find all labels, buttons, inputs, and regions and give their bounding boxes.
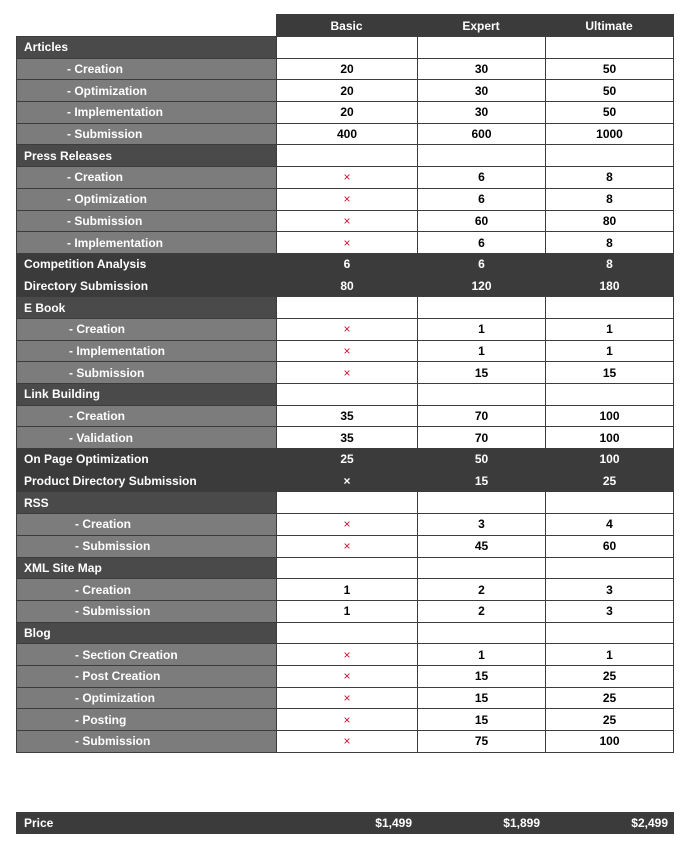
ultimate-value: 15 <box>546 362 674 384</box>
price-ultimate: $2,499 <box>546 813 674 834</box>
ultimate-value: 50 <box>546 80 674 102</box>
feature-label: Link Building <box>17 384 277 406</box>
ultimate-value: 1 <box>546 318 674 340</box>
table-row <box>17 58 674 80</box>
ultimate-value: 3 <box>546 600 674 622</box>
basic-value: × <box>277 514 418 536</box>
ultimate-value <box>546 384 674 406</box>
expert-value: 75 <box>418 731 546 753</box>
table-row <box>17 405 674 427</box>
basic-value: × <box>277 665 418 687</box>
expert-value: 30 <box>418 58 546 80</box>
feature-label: Blog <box>17 622 277 644</box>
table-row <box>17 600 674 622</box>
feature-label: XML Site Map <box>17 557 277 579</box>
price-label: Price <box>17 813 277 834</box>
ultimate-value: 60 <box>546 535 674 557</box>
expert-value: 15 <box>418 470 546 492</box>
basic-value: 400 <box>277 123 418 145</box>
table-row <box>17 362 674 384</box>
ultimate-value <box>546 492 674 514</box>
ultimate-value: 8 <box>546 167 674 189</box>
expert-value: 15 <box>418 687 546 709</box>
ultimate-value: 8 <box>546 232 674 254</box>
header-blank <box>16 15 276 37</box>
expert-value: 1 <box>418 318 546 340</box>
table-row <box>17 731 674 753</box>
basic-value: × <box>277 644 418 666</box>
feature-label: RSS <box>17 492 277 514</box>
expert-value <box>418 492 546 514</box>
ultimate-value: 8 <box>546 253 674 275</box>
feature-sublabel: - Optimization <box>17 80 277 102</box>
table-row <box>17 665 674 687</box>
feature-label: Directory Submission <box>17 275 277 297</box>
feature-label: On Page Optimization <box>17 449 277 471</box>
ultimate-value: 50 <box>546 58 674 80</box>
table-row <box>17 687 674 709</box>
basic-value: × <box>277 687 418 709</box>
feature-label: Articles <box>17 37 277 59</box>
header-ultimate: Ultimate <box>545 15 673 37</box>
basic-value: 1 <box>277 600 418 622</box>
basic-value: × <box>277 709 418 731</box>
basic-value: × <box>277 318 418 340</box>
basic-value <box>277 145 418 167</box>
ultimate-value <box>546 145 674 167</box>
header-basic: Basic <box>276 15 417 37</box>
basic-value: × <box>277 232 418 254</box>
basic-value <box>277 384 418 406</box>
feature-sublabel: - Post Creation <box>17 665 277 687</box>
table-row <box>17 253 674 275</box>
basic-value: × <box>277 188 418 210</box>
table-row <box>17 275 674 297</box>
table-row <box>17 644 674 666</box>
basic-value: 20 <box>277 102 418 124</box>
ultimate-value: 25 <box>546 665 674 687</box>
feature-sublabel: - Optimization <box>17 687 277 709</box>
feature-sublabel: - Validation <box>17 427 277 449</box>
ultimate-value: 25 <box>546 470 674 492</box>
feature-label: Product Directory Submission <box>17 470 277 492</box>
expert-value <box>418 297 546 319</box>
table-row <box>17 709 674 731</box>
basic-value <box>277 622 418 644</box>
feature-sublabel: - Submission <box>17 123 277 145</box>
basic-value: 80 <box>277 275 418 297</box>
feature-sublabel: - Optimization <box>17 188 277 210</box>
expert-value: 70 <box>418 405 546 427</box>
expert-value: 6 <box>418 188 546 210</box>
expert-value: 30 <box>418 102 546 124</box>
expert-value: 600 <box>418 123 546 145</box>
basic-value <box>277 492 418 514</box>
table-row <box>17 297 674 319</box>
table-row <box>17 492 674 514</box>
basic-value: 1 <box>277 579 418 601</box>
table-row <box>17 188 674 210</box>
ultimate-value: 100 <box>546 449 674 471</box>
ultimate-value: 3 <box>546 579 674 601</box>
basic-value: 35 <box>277 405 418 427</box>
basic-value: 6 <box>277 253 418 275</box>
ultimate-value: 1 <box>546 644 674 666</box>
ultimate-value: 1 <box>546 340 674 362</box>
feature-sublabel: - Creation <box>17 579 277 601</box>
basic-value <box>277 557 418 579</box>
basic-value: 35 <box>277 427 418 449</box>
ultimate-value: 1000 <box>546 123 674 145</box>
feature-sublabel: - Submission <box>17 210 277 232</box>
basic-value <box>277 37 418 59</box>
table-row <box>17 384 674 406</box>
expert-value: 120 <box>418 275 546 297</box>
table-row <box>17 535 674 557</box>
expert-value <box>418 145 546 167</box>
feature-sublabel: - Creation <box>17 58 277 80</box>
basic-value: × <box>277 340 418 362</box>
ultimate-value: 4 <box>546 514 674 536</box>
basic-value: × <box>277 731 418 753</box>
expert-value: 6 <box>418 232 546 254</box>
basic-value: × <box>277 470 418 492</box>
expert-value: 45 <box>418 535 546 557</box>
expert-value <box>418 557 546 579</box>
header-expert: Expert <box>417 15 545 37</box>
table-row <box>17 167 674 189</box>
feature-sublabel: - Creation <box>17 405 277 427</box>
basic-value <box>277 297 418 319</box>
feature-sublabel: - Creation <box>17 514 277 536</box>
feature-sublabel: - Implementation <box>17 232 277 254</box>
feature-label: E Book <box>17 297 277 319</box>
ultimate-value <box>546 622 674 644</box>
expert-value <box>418 384 546 406</box>
feature-label: Press Releases <box>17 145 277 167</box>
basic-value: × <box>277 167 418 189</box>
expert-value: 15 <box>418 709 546 731</box>
feature-sublabel: - Posting <box>17 709 277 731</box>
ultimate-value: 25 <box>546 687 674 709</box>
ultimate-value: 50 <box>546 102 674 124</box>
feature-sublabel: - Implementation <box>17 102 277 124</box>
expert-value: 60 <box>418 210 546 232</box>
feature-sublabel: - Creation <box>17 318 277 340</box>
feature-sublabel: - Submission <box>17 731 277 753</box>
expert-value: 30 <box>418 80 546 102</box>
expert-value <box>418 37 546 59</box>
ultimate-value: 100 <box>546 405 674 427</box>
expert-value: 1 <box>418 644 546 666</box>
table-row <box>17 427 674 449</box>
feature-sublabel: - Section Creation <box>17 644 277 666</box>
expert-value: 3 <box>418 514 546 536</box>
ultimate-value: 100 <box>546 427 674 449</box>
ultimate-value <box>546 557 674 579</box>
feature-sublabel: - Submission <box>17 535 277 557</box>
expert-value: 70 <box>418 427 546 449</box>
expert-value: 2 <box>418 579 546 601</box>
table-row <box>17 123 674 145</box>
ultimate-value <box>546 297 674 319</box>
feature-sublabel: - Creation <box>17 167 277 189</box>
table-row <box>17 232 674 254</box>
feature-sublabel: - Implementation <box>17 340 277 362</box>
basic-value: × <box>277 535 418 557</box>
basic-value: 20 <box>277 58 418 80</box>
table-row <box>17 318 674 340</box>
feature-sublabel: - Submission <box>17 600 277 622</box>
plan-header <box>16 14 674 37</box>
expert-value: 6 <box>418 167 546 189</box>
table-row <box>17 210 674 232</box>
table-row <box>17 557 674 579</box>
table-row <box>17 80 674 102</box>
expert-value: 1 <box>418 340 546 362</box>
table-row <box>17 470 674 492</box>
ultimate-value: 100 <box>546 731 674 753</box>
table-row <box>17 102 674 124</box>
ultimate-value: 180 <box>546 275 674 297</box>
price-basic: $1,499 <box>277 813 418 834</box>
basic-value: 25 <box>277 449 418 471</box>
basic-value: × <box>277 362 418 384</box>
basic-value: × <box>277 210 418 232</box>
table-row <box>17 622 674 644</box>
table-row <box>17 514 674 536</box>
table-row <box>17 145 674 167</box>
table-row <box>17 340 674 362</box>
basic-value: 20 <box>277 80 418 102</box>
ultimate-value: 25 <box>546 709 674 731</box>
expert-value: 15 <box>418 665 546 687</box>
feature-comparison-table <box>16 36 674 753</box>
table-row <box>17 579 674 601</box>
expert-value: 6 <box>418 253 546 275</box>
expert-value: 50 <box>418 449 546 471</box>
table-row <box>17 449 674 471</box>
expert-value: 15 <box>418 362 546 384</box>
ultimate-value: 8 <box>546 188 674 210</box>
expert-value <box>418 622 546 644</box>
ultimate-value <box>546 37 674 59</box>
price-row <box>16 812 674 834</box>
feature-label: Competition Analysis <box>17 253 277 275</box>
price-expert: $1,899 <box>418 813 546 834</box>
expert-value: 2 <box>418 600 546 622</box>
feature-sublabel: - Submission <box>17 362 277 384</box>
ultimate-value: 80 <box>546 210 674 232</box>
table-row <box>17 37 674 59</box>
